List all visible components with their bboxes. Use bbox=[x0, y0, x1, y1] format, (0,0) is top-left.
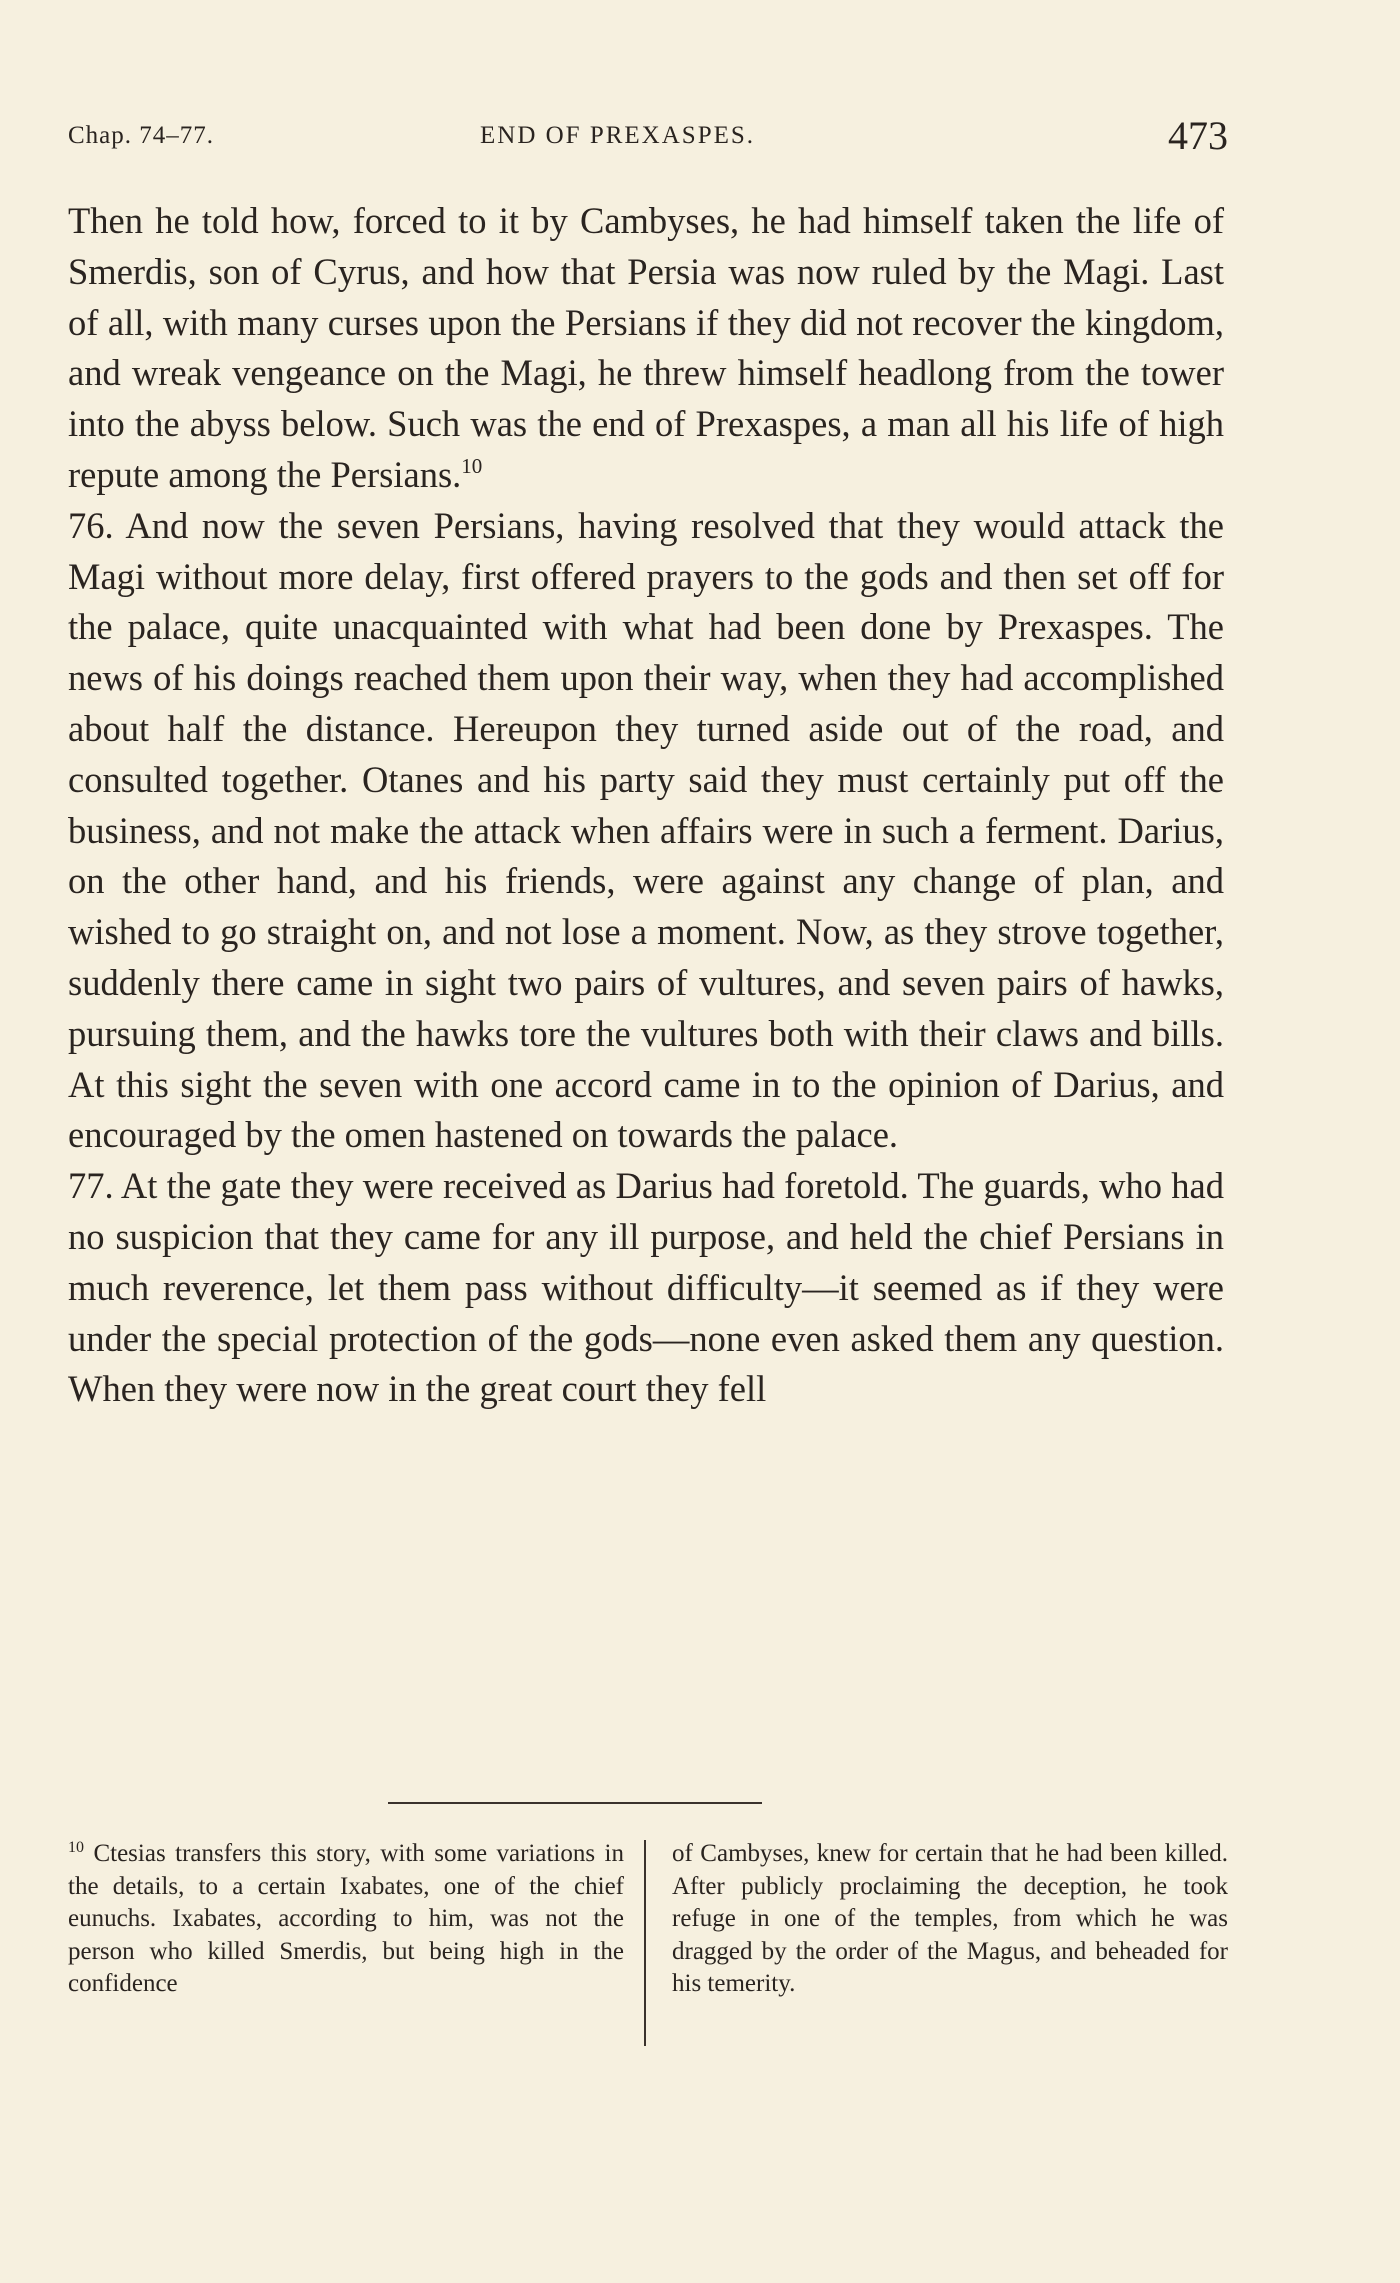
running-title: END OF PREXASPES. bbox=[480, 122, 756, 149]
footnote-column-left bbox=[68, 1838, 624, 2001]
running-header bbox=[68, 108, 1228, 168]
footnote-column-right bbox=[672, 1838, 1228, 2001]
footnotes bbox=[68, 1838, 1228, 2050]
page-number: 473 bbox=[1168, 113, 1228, 158]
paragraph-76: 76. And now the seven Persians, having resolved that they would attack the Magi without more delay, first offered prayers to the gods and then set off for the palace, quite unacquainted with what had been done by Prexaspes. The news of his doings reached them upon their way, when they had accomplished about half the distance. Hereupon they turned aside out of the road, and consulted together. Otanes and his party said they must certainly put off the business, and not make the attack when affairs were in such a ferment. Darius, on the other hand, and his friends, were against any change of plan, and wished to go straight on, and not lose a moment. Now, as they strove together, suddenly there came in sight two pairs of vultures, and seven pairs of hawks, pursuing them, and the hawks tore the vultures both with their claws and bills. At this sight the seven with one accord came in to the opinion of Darius, and encouraged by the omen hastened on towards the palace. bbox=[68, 504, 1224, 1156]
paragraph-prexaspes-end bbox=[68, 196, 1224, 501]
footnote-text-right: of Cambyses, knew for certain that he had been killed. After publicly proclaiming the deception, he took refuge in one of the temples, from which he was dragged by the order of the Magus, and beheaded for his temerity. bbox=[672, 1840, 1228, 1998]
paragraph-77: 77. At the gate they were received as Darius had foretold. The guards, who had no suspicion that they came for any ill purpose, and held the chief Persians in much reverence, let them pass without difficulty—it seemed as if they were under the special protection of the gods—none even asked them any question. When they were now in the great court they fell bbox=[68, 1165, 1224, 1410]
footnote-separator-rule bbox=[388, 1802, 762, 1804]
footnote-reference: 10 bbox=[461, 453, 483, 478]
footnote-text-left: Ctesias transfers this story, with some variations in the details, to a certain Ixabates, one of the chief eunuchs. Ixabates, according to him, was not the person who killed Smerdis, but being high in the confidence bbox=[68, 1840, 624, 1998]
footnote-column-divider bbox=[644, 1840, 646, 2046]
main-text bbox=[68, 196, 1224, 1415]
chapter-reference: Chap. 74–77. bbox=[68, 122, 215, 149]
footnote-marker: 10 bbox=[68, 1839, 84, 1856]
paragraph-text: Then he told how, forced to it by Cambyses, he had himself taken the life of Smerdis, son of Cyrus, and how that Persia was now ruled by the Magi. Last of all, with many curses upon the Persians if they did not recover the kingdom, and wreak vengeance on the Magi, he threw himself headlong from the tower into the abyss below. Such was the end of Prexaspes, a man all his life of high repute among the Persians. bbox=[68, 200, 1224, 495]
